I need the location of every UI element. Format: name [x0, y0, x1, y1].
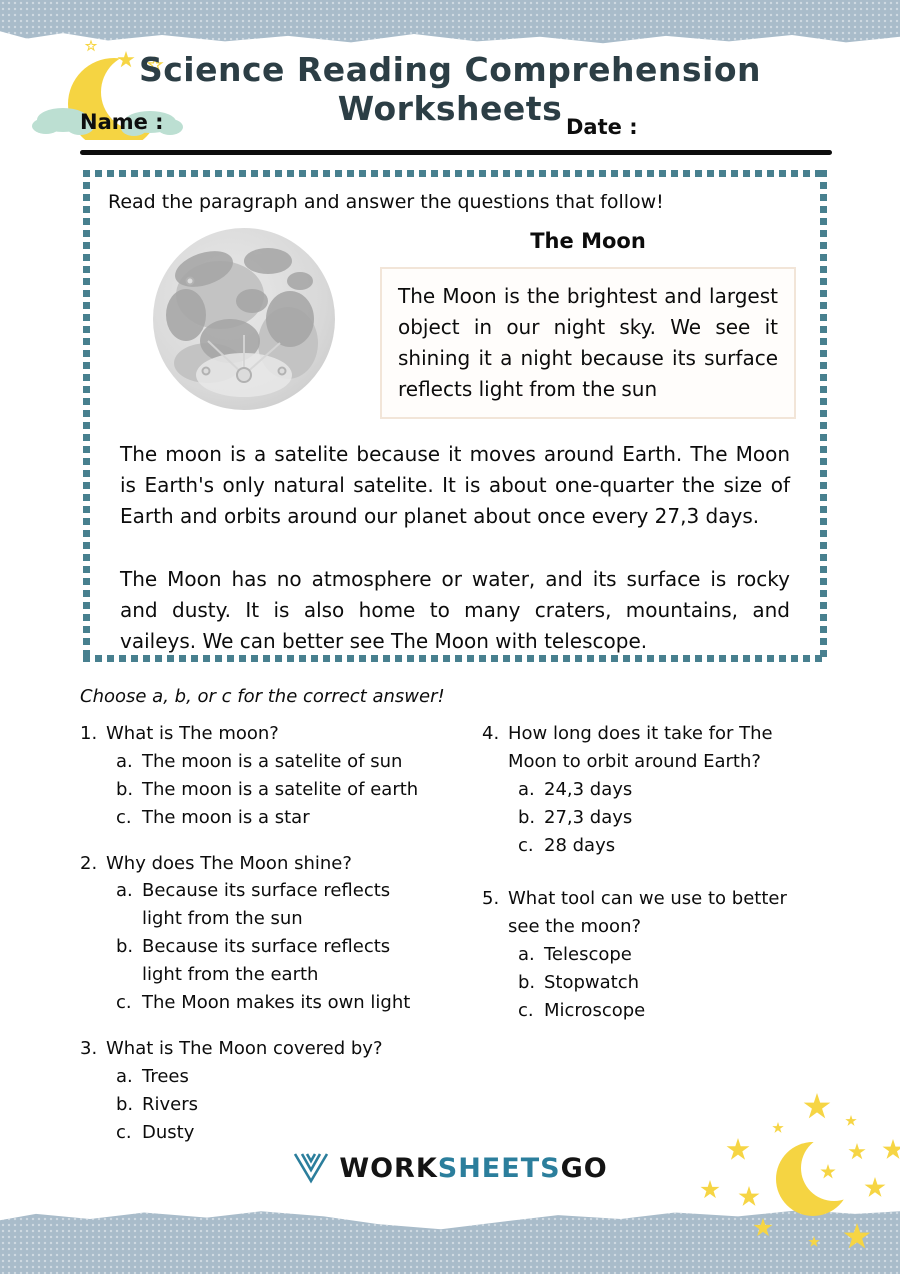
option-4a: a. 24,3 days — [518, 778, 633, 800]
passage-intro-row — [108, 223, 802, 419]
logo-w-icon — [292, 1152, 330, 1184]
dashed-border-top — [83, 170, 827, 177]
question-text: 3. What is The Moon covered by? — [80, 1035, 480, 1063]
option-3c: c. Dusty — [116, 1121, 195, 1143]
moon-image — [148, 223, 340, 415]
option-5a: a. Telescope — [518, 944, 632, 966]
option-5c: c. Microscope — [518, 1000, 646, 1022]
option-1a: a. The moon is a satelite of sun — [116, 750, 403, 772]
page-title: Science Reading Comprehension Worksheets — [138, 50, 762, 128]
dashed-border-right — [820, 170, 827, 662]
crescent-moon-stars-icon — [688, 1082, 900, 1267]
option-2b: b. Because its surface reflects light from the earth — [116, 936, 391, 986]
question-number: 5. — [482, 888, 500, 910]
date-label: Date : — [566, 115, 638, 139]
question-number: 3. — [80, 1037, 98, 1059]
logo-work: WORK — [339, 1152, 438, 1184]
option-5b: b. Stopwatch — [518, 972, 640, 994]
passage-intro-text: The Moon is the brightest and largest object in our night sky. We see it shining it a night because its surface reflects light from the sun — [380, 267, 796, 419]
passage-content — [90, 177, 820, 655]
quiz-instruction: Choose a, b, or c for the correct answer! — [80, 686, 445, 707]
option-2c: c. The Moon makes its own light — [116, 992, 411, 1014]
question-1 — [80, 720, 480, 832]
passage-box — [83, 170, 827, 662]
option-1c: c. The moon is a star — [116, 806, 310, 828]
question-number: 2. — [80, 852, 98, 874]
question-text: 4. How long does it take for The Moon to orbit around Earth? — [482, 720, 842, 776]
option-3a: a. Trees — [116, 1065, 189, 1087]
read-instruction: Read the paragraph and answer the questions that follow! — [108, 191, 664, 213]
logo-text — [339, 1153, 607, 1184]
question-number: 1. — [80, 723, 98, 744]
passage-paragraph-2: The moon is a satelite because it moves around Earth. The Moon is Earth's only natural satelite. It is about one-quarter the size of Earth and orbits around our planet about once every 27,3 days. — [120, 442, 790, 528]
option-3b: b. Rivers — [116, 1093, 199, 1115]
question-4 — [482, 720, 842, 859]
quiz-column-right — [482, 720, 842, 1043]
option-4c: c. 28 days — [518, 834, 616, 856]
passage-intro-column — [380, 223, 796, 419]
passage-heading: The Moon — [530, 229, 646, 253]
header-divider-line — [80, 150, 832, 155]
option-2a: a. Because its surface reflects light from the sun — [116, 880, 391, 930]
question-3 — [80, 1035, 480, 1147]
passage-paragraph-3: The Moon has no atmosphere or water, and its surface is rocky and dusty. It is also home to many craters, mountains, and vaileys. We can better see The Moon with telescope. — [120, 567, 790, 653]
option-1b: b. The moon is a satelite of earth — [116, 778, 419, 800]
dashed-border-left — [83, 170, 90, 662]
question-text: 1. What is The moon? — [80, 720, 480, 748]
quiz-column-left — [80, 720, 480, 1164]
question-text: 2. Why does The Moon shine? — [80, 850, 480, 878]
logo-sheets: SHEETS — [437, 1152, 561, 1184]
logo-go: GO — [560, 1152, 608, 1184]
question-5 — [482, 885, 842, 1024]
question-number: 4. — [482, 723, 500, 744]
question-text: 5. What tool can we use to better see the moon? — [482, 885, 842, 941]
name-label: Name : — [80, 110, 164, 134]
question-2 — [80, 850, 480, 1017]
option-4b: b. 27,3 days — [518, 806, 633, 828]
